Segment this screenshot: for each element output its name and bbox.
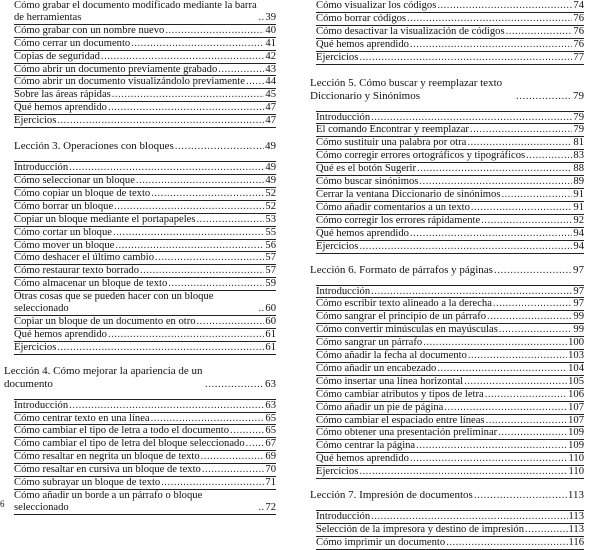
entry-page: 53 bbox=[265, 213, 276, 225]
entry-page: 92 bbox=[573, 214, 584, 226]
toc-entry bbox=[316, 137, 584, 150]
entry-title: Cómo imprimir un documento bbox=[316, 536, 446, 548]
dot-leader bbox=[112, 89, 265, 101]
toc-entry bbox=[14, 265, 276, 278]
entry-page: 104 bbox=[568, 362, 584, 374]
entry-title: El comando Encontrar y reemplazar bbox=[316, 124, 469, 136]
entry-title: Cómo almacenar un bloque de texto bbox=[14, 278, 168, 290]
dot-leader bbox=[487, 311, 572, 323]
entry-title: Cómo deshacer el último cambio bbox=[14, 252, 155, 264]
entry-title: Copias de seguridad bbox=[14, 50, 100, 62]
toc-entry bbox=[316, 13, 584, 26]
entry-page: 41 bbox=[265, 37, 276, 49]
entry-page: 109 bbox=[568, 440, 584, 452]
entry-title: Cómo centrar texto en una línea bbox=[14, 412, 150, 424]
entry-page: 97 bbox=[573, 285, 584, 297]
lesson-6-entries bbox=[316, 285, 584, 480]
toc-entry bbox=[14, 115, 276, 128]
lesson-title: Lección 5. Cómo buscar y reemplazar texto Diccionario y Sinónimos bbox=[310, 76, 503, 102]
lesson-3-entries bbox=[14, 161, 276, 355]
entry-page: 107 bbox=[568, 414, 584, 426]
entry-title: Cómo corregir los errores rápidamente bbox=[316, 214, 481, 226]
entry-title: Cómo centrar la página bbox=[316, 440, 416, 452]
entry-title: Cómo borrar un bloque bbox=[14, 200, 114, 212]
toc-entry bbox=[316, 537, 584, 550]
dot-leader bbox=[437, 0, 572, 12]
entry-page: 113 bbox=[568, 524, 584, 535]
entry-title: Ejercicios bbox=[316, 240, 359, 252]
toc-entry bbox=[316, 350, 584, 363]
entry-title: Cómo copiar un bloque de texto bbox=[14, 187, 151, 199]
entry-page: 59 bbox=[265, 278, 276, 290]
dot-leader bbox=[246, 76, 264, 88]
toc-entry bbox=[14, 162, 276, 175]
entry-title: Cómo abrir un documento previamente grabado bbox=[14, 63, 218, 75]
dot-leader bbox=[410, 453, 568, 465]
dot-leader bbox=[371, 112, 572, 124]
entry-title: Introducción bbox=[316, 285, 371, 297]
toc-entry bbox=[316, 389, 584, 402]
entry-page: 47 bbox=[265, 102, 276, 114]
lesson-page: 97 bbox=[573, 263, 584, 276]
entry-title: Cómo seleccionar un bloque bbox=[14, 174, 135, 186]
toc-entry bbox=[14, 464, 276, 477]
dot-leader bbox=[218, 64, 264, 76]
entry-page: 103 bbox=[568, 350, 584, 362]
dot-leader bbox=[165, 25, 264, 37]
entry-title: Ejercicios bbox=[316, 51, 359, 63]
dot-leader bbox=[202, 464, 265, 476]
entry-page: 107 bbox=[568, 401, 584, 413]
entry-title: Qué hemos aprendido bbox=[316, 227, 409, 239]
entry-page: 70 bbox=[265, 464, 276, 476]
dot-leader bbox=[101, 51, 264, 63]
toc-entry bbox=[316, 440, 584, 453]
entry-page: 110 bbox=[568, 453, 584, 465]
dot-leader bbox=[57, 115, 264, 127]
dot-leader bbox=[486, 415, 568, 427]
dot-leader bbox=[499, 324, 573, 336]
dot-leader bbox=[230, 425, 264, 437]
entry-title: Cómo borrar códigos bbox=[316, 12, 407, 24]
toc-entry bbox=[14, 188, 276, 201]
entry-title: Cómo sustituir una palabra por otra bbox=[316, 137, 467, 149]
toc-entry bbox=[14, 102, 276, 115]
entry-title: Introducción bbox=[14, 399, 69, 411]
toc-entry bbox=[14, 240, 276, 253]
dot-leader bbox=[151, 188, 264, 200]
lesson-3-heading bbox=[14, 140, 276, 153]
toc-entry bbox=[14, 477, 276, 490]
entry-title: Cómo cerrar un documento bbox=[14, 37, 131, 49]
toc-entry bbox=[316, 511, 584, 524]
entry-page: 60 bbox=[265, 315, 276, 327]
entry-page: 40 bbox=[265, 24, 276, 36]
dot-leader bbox=[437, 363, 567, 375]
toc-entry bbox=[316, 176, 584, 189]
entry-title: Cómo añadir un pie de página bbox=[316, 401, 444, 413]
toc-entry bbox=[14, 400, 276, 413]
dot-leader bbox=[423, 337, 567, 349]
entry-page: 39 bbox=[265, 11, 276, 23]
lesson-4-heading bbox=[4, 365, 276, 391]
dot-leader bbox=[197, 316, 265, 328]
dot-leader bbox=[444, 402, 567, 414]
dot-leader bbox=[464, 376, 567, 388]
dot-leader bbox=[471, 202, 573, 214]
entry-title: Cómo sangrar el principio de un párrafo bbox=[316, 311, 487, 323]
toc-entry bbox=[14, 316, 276, 329]
dot-leader bbox=[446, 537, 567, 549]
entry-page: 65 bbox=[265, 425, 276, 437]
dot-leader bbox=[498, 427, 567, 439]
toc-entry bbox=[316, 298, 584, 311]
toc-entry bbox=[316, 228, 584, 241]
entry-page: 49 bbox=[265, 174, 276, 186]
entry-page: 94 bbox=[573, 227, 584, 239]
toc-entry bbox=[316, 402, 584, 415]
entry-title: Cómo subrayar un bloque de texto bbox=[14, 477, 161, 489]
entry-title: Cómo abrir un documento visualizándolo previamente bbox=[14, 76, 245, 88]
toc-entry bbox=[316, 311, 584, 324]
entry-title: Ejercicios bbox=[316, 466, 359, 478]
entry-title: Otras cosas que se pueden hacer con un bloque seleccionado bbox=[14, 291, 214, 315]
dot-leader bbox=[258, 12, 264, 24]
entry-page: 88 bbox=[573, 163, 584, 175]
toc-entry bbox=[14, 291, 276, 316]
dot-leader bbox=[140, 265, 264, 277]
toc-column-right bbox=[310, 0, 584, 550]
entry-title: Cómo cambiar el espaciado entre líneas bbox=[316, 414, 485, 426]
toc-entry bbox=[316, 363, 584, 376]
toc-entry bbox=[14, 329, 276, 342]
entry-title: Qué hemos aprendido bbox=[316, 453, 409, 465]
toc-continued-entries bbox=[316, 0, 584, 65]
toc-entry bbox=[316, 415, 584, 428]
entry-title: Copiar un bloque de un documento en otro bbox=[14, 315, 196, 327]
toc-entry bbox=[316, 286, 584, 299]
toc-entry bbox=[14, 201, 276, 214]
lesson-7-heading bbox=[310, 489, 584, 502]
dot-leader bbox=[57, 342, 264, 354]
page-number: 6 bbox=[0, 499, 5, 509]
toc-entry bbox=[14, 214, 276, 227]
toc-entry bbox=[316, 453, 584, 466]
entry-page: 74 bbox=[573, 0, 584, 11]
entry-title: Cómo cambiar atributos y tipos de letra bbox=[316, 388, 484, 400]
dot-leader bbox=[481, 215, 572, 227]
toc-entry bbox=[316, 39, 584, 52]
lesson-page: 113 bbox=[567, 489, 584, 502]
dot-leader bbox=[69, 400, 264, 412]
entry-title: Sobre las áreas rápidas bbox=[14, 89, 111, 101]
entry-title: Cómo resaltar en cursiva un bloque de texto bbox=[14, 464, 201, 476]
lesson-title: Lección 4. Cómo mejorar la apariencia de un documento bbox=[4, 364, 203, 390]
entry-page: 52 bbox=[265, 200, 276, 212]
toc-entry bbox=[316, 112, 584, 125]
dot-leader bbox=[516, 90, 572, 103]
dot-leader bbox=[494, 264, 572, 277]
toc-entry bbox=[316, 427, 584, 440]
toc-entry bbox=[14, 413, 276, 426]
entry-title: Cómo añadir comentarios a un texto bbox=[316, 201, 470, 213]
entry-page: 99 bbox=[573, 311, 584, 323]
entry-page: 91 bbox=[573, 201, 584, 213]
entry-page: 83 bbox=[573, 150, 584, 162]
entry-page: 116 bbox=[568, 536, 584, 548]
toc-entry bbox=[316, 324, 584, 337]
dot-leader bbox=[468, 350, 567, 362]
entry-title: Cómo buscar sinónimos bbox=[316, 176, 419, 188]
entry-page: 100 bbox=[568, 337, 584, 349]
toc-entry bbox=[316, 215, 584, 228]
toc-entry bbox=[14, 425, 276, 438]
dot-leader bbox=[69, 162, 264, 174]
entry-page: 76 bbox=[573, 12, 584, 24]
dot-leader bbox=[493, 298, 573, 310]
entry-page: 47 bbox=[265, 115, 276, 127]
dot-leader bbox=[506, 26, 573, 38]
entry-page: 91 bbox=[573, 188, 584, 200]
toc-entry bbox=[14, 0, 276, 25]
entry-page: 105 bbox=[568, 375, 584, 387]
toc-entry bbox=[316, 163, 584, 176]
toc-entry bbox=[316, 124, 584, 137]
entry-page: 79 bbox=[573, 111, 584, 123]
dot-leader bbox=[410, 39, 572, 51]
entry-title: Cómo obtener una presentación preliminar bbox=[316, 427, 498, 439]
dot-leader bbox=[151, 413, 265, 425]
lesson-7-entries bbox=[316, 510, 584, 550]
entry-page: 44 bbox=[265, 76, 276, 88]
entry-title: Introducción bbox=[14, 162, 69, 174]
dot-leader bbox=[108, 102, 264, 114]
entry-title: Copiar un bloque mediante el portapapeles bbox=[14, 213, 196, 225]
dot-leader bbox=[417, 163, 572, 175]
entry-page: 61 bbox=[265, 328, 276, 340]
entry-page: 109 bbox=[568, 427, 584, 439]
toc-entry bbox=[14, 64, 276, 77]
entry-title: Cómo grabar el documento modificado mediante la barra de herramientas bbox=[14, 0, 257, 23]
toc-entry bbox=[316, 26, 584, 39]
entry-page: 57 bbox=[265, 252, 276, 264]
entry-title: Cómo añadir un borde a un párrafo o bloque seleccionado bbox=[14, 490, 203, 513]
dot-leader bbox=[131, 38, 264, 50]
lesson-page: 79 bbox=[573, 89, 584, 102]
dot-leader bbox=[114, 201, 264, 213]
entry-title: Qué es el botón Sugerir bbox=[316, 163, 417, 175]
entry-page: 60 bbox=[265, 303, 276, 315]
dot-leader bbox=[419, 176, 572, 188]
toc-entry bbox=[14, 490, 276, 515]
lesson-title: Lección 6. Formato de párrafos y páginas bbox=[310, 263, 493, 276]
dot-leader bbox=[416, 440, 567, 452]
entry-title: Ejercicios bbox=[14, 115, 57, 127]
entry-page: 49 bbox=[265, 162, 276, 174]
entry-page: 69 bbox=[265, 451, 276, 463]
dot-leader bbox=[525, 524, 568, 536]
toc-entry bbox=[14, 342, 276, 355]
entry-page: 77 bbox=[573, 51, 584, 63]
entry-title: Cómo desactivar la visualización de códigos bbox=[316, 25, 505, 37]
dot-leader bbox=[113, 227, 264, 239]
toc-entry bbox=[14, 278, 276, 291]
lesson-page: 49 bbox=[265, 140, 276, 153]
entry-page: 81 bbox=[573, 137, 584, 149]
entry-page: 99 bbox=[573, 324, 584, 336]
dot-leader bbox=[526, 150, 572, 162]
toc-entry bbox=[14, 438, 276, 451]
dot-leader bbox=[359, 52, 572, 64]
entry-title: Qué hemos aprendido bbox=[316, 38, 409, 50]
toc-entry bbox=[14, 227, 276, 240]
lesson-title: Lección 7. Impresión de documentos bbox=[310, 489, 473, 502]
dot-leader bbox=[201, 451, 265, 463]
dot-leader bbox=[407, 13, 572, 25]
entry-title: Cómo corregir errores ortográficos y tipográficos bbox=[316, 150, 526, 162]
dot-leader bbox=[108, 329, 264, 341]
entry-title: Cómo sangrar un párrafo bbox=[316, 337, 423, 349]
lesson-5-heading bbox=[310, 77, 584, 103]
toc-entry bbox=[14, 38, 276, 51]
entry-title: Cómo resaltar en negrita un bloque de texto bbox=[14, 451, 200, 463]
toc-column-left bbox=[4, 0, 276, 515]
dot-leader bbox=[155, 252, 264, 264]
toc-entry bbox=[316, 202, 584, 215]
entry-title: Introducción bbox=[316, 511, 371, 523]
toc-entry bbox=[14, 175, 276, 188]
dot-leader bbox=[467, 137, 572, 149]
dot-leader bbox=[258, 502, 264, 514]
entry-page: 52 bbox=[265, 187, 276, 199]
dot-leader bbox=[197, 214, 265, 226]
toc-entry bbox=[316, 0, 584, 13]
lesson-5-entries bbox=[316, 111, 584, 254]
toc-entry bbox=[316, 52, 584, 65]
dot-leader bbox=[205, 378, 264, 391]
entry-page: 65 bbox=[265, 412, 276, 424]
toc-entry bbox=[316, 466, 584, 479]
dot-leader bbox=[168, 278, 264, 290]
dot-leader bbox=[485, 389, 567, 401]
entry-title: Cómo convertir minúsculas en mayúsculas bbox=[316, 324, 498, 336]
toc-entry bbox=[14, 76, 276, 89]
lesson-title: Lección 3. Operaciones con bloques bbox=[14, 140, 174, 153]
entry-page: 89 bbox=[573, 176, 584, 188]
toc-entry bbox=[14, 25, 276, 38]
entry-page: 43 bbox=[265, 63, 276, 75]
entry-title: Introducción bbox=[316, 111, 371, 123]
entry-title: Cerrar la ventana Diccionario de sinónimos bbox=[316, 188, 501, 200]
toc-entry bbox=[316, 524, 584, 537]
entry-page: 76 bbox=[573, 25, 584, 37]
entry-title: Cómo añadir la fecha al documento bbox=[316, 350, 467, 362]
entry-page: 45 bbox=[265, 89, 276, 101]
dot-leader bbox=[410, 228, 572, 240]
toc-continued-entries bbox=[14, 0, 276, 128]
entry-page: 113 bbox=[568, 511, 584, 523]
dot-leader bbox=[474, 489, 567, 502]
dot-leader bbox=[258, 303, 264, 315]
dot-leader bbox=[161, 477, 264, 489]
entry-page: 79 bbox=[573, 124, 584, 136]
entry-title: Cómo grabar con un nombre nuevo bbox=[14, 24, 165, 36]
entry-page: 56 bbox=[265, 239, 276, 251]
entry-title: Cómo cambiar el tipo de letra del bloque seleccionado bbox=[14, 438, 245, 450]
entry-page: 97 bbox=[573, 298, 584, 310]
entry-title: Cómo añadir un encabezado bbox=[316, 362, 437, 374]
dot-leader bbox=[175, 140, 264, 153]
entry-page: 55 bbox=[265, 226, 276, 238]
entry-page: 76 bbox=[573, 38, 584, 50]
toc-entry bbox=[316, 150, 584, 163]
dot-leader bbox=[246, 438, 265, 450]
dot-leader bbox=[136, 175, 264, 187]
entry-title: Qué hemos aprendido bbox=[14, 102, 107, 114]
entry-title: Cómo cortar un bloque bbox=[14, 226, 112, 238]
toc-entry bbox=[316, 189, 584, 202]
toc-entry bbox=[14, 89, 276, 102]
dot-leader bbox=[359, 466, 567, 478]
entry-page: 63 bbox=[265, 399, 276, 411]
entry-title: Cómo escribir texto alineado a la derecha bbox=[316, 298, 492, 310]
lesson-4-entries bbox=[14, 399, 276, 515]
dot-leader bbox=[501, 189, 572, 201]
entry-page: 72 bbox=[265, 501, 276, 513]
toc-entry bbox=[316, 241, 584, 254]
entry-page: 71 bbox=[265, 477, 276, 489]
toc-entry bbox=[316, 376, 584, 389]
dot-leader bbox=[359, 241, 572, 253]
entry-title: Cómo visualizar los códigos bbox=[316, 0, 437, 11]
entry-title: Cómo insertar una línea horizontal bbox=[316, 375, 464, 387]
lesson-6-heading bbox=[310, 264, 584, 277]
lesson-page: 63 bbox=[265, 377, 276, 390]
entry-page: 94 bbox=[573, 240, 584, 252]
entry-page: 42 bbox=[265, 50, 276, 62]
entry-page: 61 bbox=[265, 341, 276, 353]
dot-leader bbox=[371, 286, 572, 298]
entry-title: Cómo mover un bloque bbox=[14, 239, 115, 251]
toc-entry bbox=[14, 51, 276, 64]
entry-page: 67 bbox=[265, 438, 276, 450]
entry-title: Cómo restaurar texto borrado bbox=[14, 265, 140, 277]
entry-page: 57 bbox=[265, 265, 276, 277]
entry-page: 106 bbox=[568, 388, 584, 400]
entry-title: Selección de la impresora y destino de impresión bbox=[316, 524, 524, 535]
dot-leader bbox=[470, 124, 572, 136]
dot-leader bbox=[115, 240, 264, 252]
entry-page: 110 bbox=[568, 466, 584, 478]
toc-entry bbox=[316, 337, 584, 350]
entry-title: Qué hemos aprendido bbox=[14, 328, 107, 340]
entry-title: Ejercicios bbox=[14, 341, 57, 353]
toc-entry bbox=[14, 252, 276, 265]
toc-entry bbox=[14, 451, 276, 464]
entry-title: Cómo cambiar el tipo de letra a todo el documento bbox=[14, 425, 230, 437]
dot-leader bbox=[371, 511, 567, 523]
